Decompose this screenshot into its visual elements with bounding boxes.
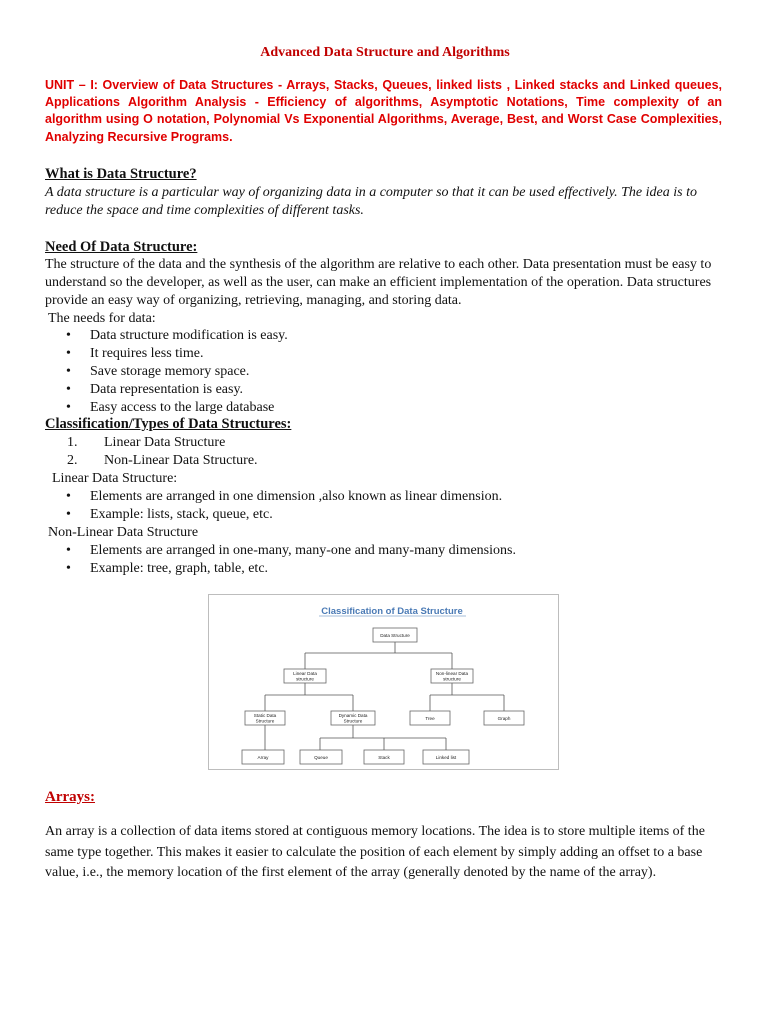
what-is-text: A data structure is a particular way of organizing data in a computer so that it can be used effectively. The idea is to reduce the space and time complexities of different tasks. bbox=[45, 185, 697, 218]
label-dynamic-2: Structure bbox=[343, 718, 363, 724]
label-graph: Graph bbox=[497, 716, 511, 721]
diagram-connectors bbox=[265, 642, 504, 750]
unit-syllabus: UNIT – I: Overview of Data Structures - Arrays, Stacks, Queues, linked lists , Linked stacks and Linked queues, Applications Algorithm Analysis - Efficiency of algorithms, Asymptotic Notations, Time complexity of an algorithm using O notation, Polynomial Vs Exponential Algorithms, Average, Best, and Worst Case Complexities, Analyzing Recursive Programs. bbox=[45, 78, 722, 144]
document-title: Advanced Data Structure and Algorithms bbox=[260, 45, 510, 60]
label-linear-2: structure bbox=[296, 676, 314, 682]
need-heading: Need Of Data Structure: bbox=[45, 239, 198, 255]
list-item: • Example: tree, graph, table, etc. bbox=[45, 560, 725, 578]
list-item: 2. Non-Linear Data Structure. bbox=[67, 453, 258, 468]
list-item: • Elements are arranged in one-many, many-one and many-many dimensions. bbox=[45, 542, 725, 560]
needs-list bbox=[45, 327, 725, 417]
list-item: • Example: lists, stack, queue, etc. bbox=[45, 506, 725, 524]
linear-label: Linear Data Structure: bbox=[52, 471, 178, 486]
label-stack: Stack bbox=[378, 755, 390, 760]
list-item: • Easy access to the large database bbox=[45, 399, 725, 417]
label-data-structure: Data Structure bbox=[380, 633, 410, 638]
what-is-heading: What is Data Structure? bbox=[45, 166, 197, 182]
label-nonlinear-1: Non-linear Data bbox=[435, 671, 469, 676]
nonlinear-label: Non-Linear Data Structure bbox=[48, 525, 199, 540]
nonlinear-list bbox=[45, 542, 725, 578]
list-item: • Elements are arranged in one dimension ,also known as linear dimension. bbox=[45, 488, 725, 506]
arrays-text: An array is a collection of data items stored at contiguous memory locations. The idea is to store multiple items of the same type together. This makes it easier to calculate the position of each element by simply adding an offset to a base value, i.e., the memory location of the first element of the array (generally denoted by the name of the array). bbox=[45, 824, 705, 880]
list-item: 1. Linear Data Structure bbox=[67, 435, 226, 450]
classification-diagram bbox=[208, 594, 559, 770]
classification-list bbox=[45, 434, 725, 470]
label-static-1: Static Data bbox=[253, 713, 277, 718]
list-item: • Data structure modification is easy. bbox=[45, 327, 725, 345]
label-queue: Queue bbox=[314, 755, 328, 760]
label-static-2: Structure bbox=[255, 718, 275, 724]
label-linear-1: Linear Data bbox=[293, 671, 317, 676]
label-tree: Tree bbox=[425, 716, 435, 721]
list-item: • It requires less time. bbox=[45, 345, 725, 363]
list-item: • Data representation is easy. bbox=[45, 381, 725, 399]
arrays-heading: Arrays: bbox=[45, 789, 95, 805]
label-nonlinear-2: structure bbox=[443, 676, 461, 682]
needs-label: The needs for data: bbox=[48, 311, 156, 326]
label-linked-list: Linked list bbox=[435, 755, 457, 760]
classification-heading: Classification/Types of Data Structures: bbox=[45, 416, 292, 432]
diagram-title: Classification of Data Structure bbox=[321, 606, 463, 617]
list-item: • Save storage memory space. bbox=[45, 363, 725, 381]
label-array: Array bbox=[257, 755, 269, 760]
linear-list bbox=[45, 488, 725, 524]
label-dynamic-1: Dynamic Data bbox=[338, 713, 368, 718]
need-text: The structure of the data and the synthesis of the algorithm are relative to each other. Data presentation must be easy to understand so the developer, as well as the user, can make an efficient implementation of the operation. Data structures provide an easy way of organizing, retrieving, managing, and storing data. bbox=[45, 257, 712, 308]
